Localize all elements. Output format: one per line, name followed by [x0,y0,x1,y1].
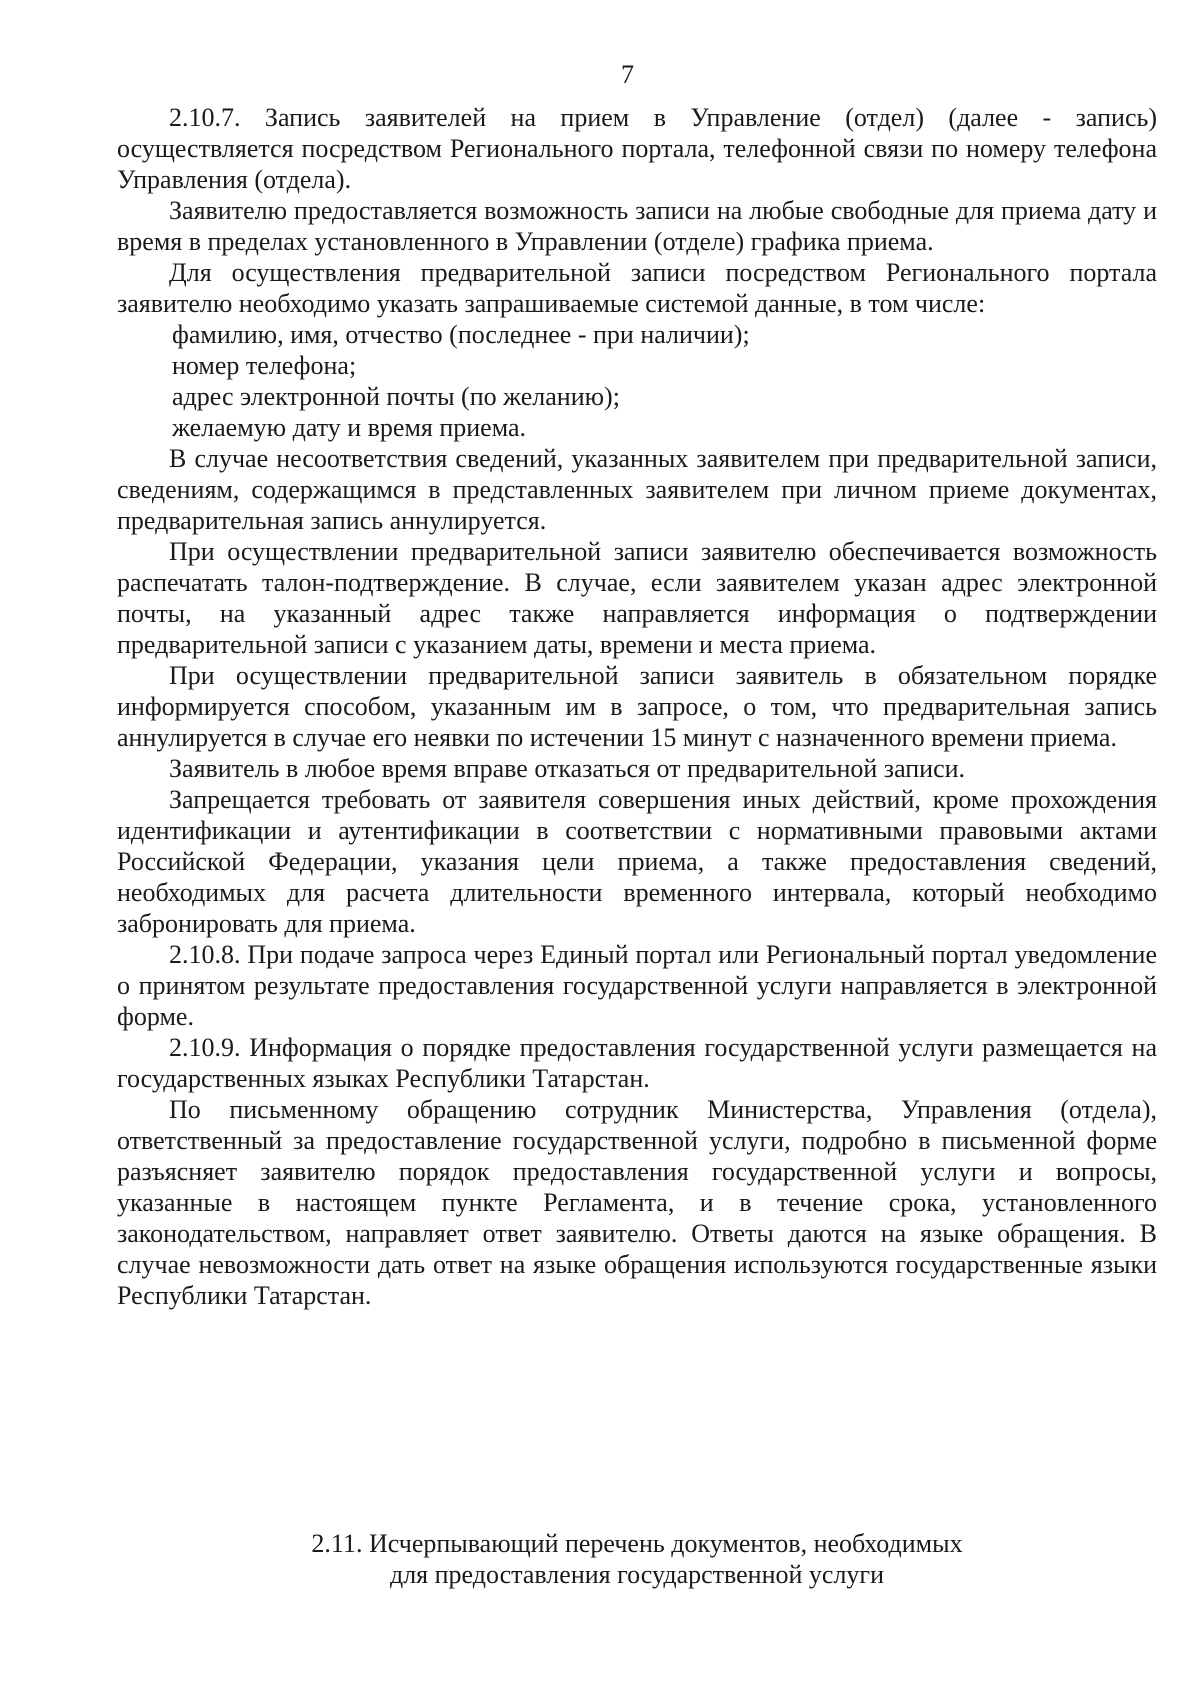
paragraph-2-10-7: 2.10.7. Запись заявителей на прием в Управление (отдел) (далее - запись) осуществляется посредством Регионального портала, телефонной связи по номеру телефона Управления (отдела). [117,103,1157,194]
paragraph-refusal-right: Заявитель в любое время вправе отказаться от предварительной записи. [169,754,966,783]
document-body [117,102,1157,1311]
list-item: фамилию, имя, отчество (последнее - при наличии); [172,320,750,349]
list-item: номер телефона; [172,351,357,380]
section-heading-line: для предоставления государственной услуги [389,1560,885,1589]
list-item: желаемую дату и время приема. [172,413,527,442]
paragraph-mismatch: В случае несоответствия сведений, указанных заявителем при предварительной записи, сведениям, содержащимся в представленных заявителем при личном приеме документах, предварительная запись аннулируется. [117,444,1157,535]
paragraph-appointment-options: Заявителю предоставляется возможность записи на любые свободные для приема дату и время в пределах установленного в Управлении (отделе) графика приема. [117,196,1157,256]
paragraph-prohibition: Запрещается требовать от заявителя совершения иных действий, кроме прохождения идентификации и аутентификации в соответствии с нормативными правовыми актами Российской Федерации, указания цели приема, а также предоставления сведений, необходимых для расчета длительности временного интервала, который необходимо забронировать для приема. [117,785,1157,938]
list-item: адрес электронной почты (по желанию); [172,382,620,411]
section-heading-2-11 [117,1528,1157,1590]
paragraph-print-ticket: При осуществлении предварительной записи заявителю обеспечивается возможность распечатать талон-подтверждение. В случае, если заявителем указан адрес электронной почты, на указанный адрес также направляется информация о подтверждении предварительной записи с указанием даты, времени и места приема. [117,537,1157,659]
paragraph-2-10-8: 2.10.8. При подаче запроса через Единый портал или Региональный портал уведомление о принятом результате предоставления государственной услуги направляется в электронной форме. [117,940,1157,1031]
section-heading-line: 2.11. Исчерпывающий перечень документов, необходимых [311,1529,963,1558]
paragraph-required-data: Для осуществления предварительной записи посредством Регионального портала заявителю необходимо указать запрашиваемые системой данные, в том числе: [117,258,1157,318]
paragraph-cancellation-notice: При осуществлении предварительной записи заявитель в обязательном порядке информируется способом, указанным им в запросе, о том, что предварительная запись аннулируется в случае его неявки по истечении 15 минут с назначенного времени приема. [117,661,1157,752]
paragraph-written-request: По письменному обращению сотрудник Министерства, Управления (отдела), ответственный за предоставление государственной услуги, подробно в письменной форме разъясняет заявителю порядок предоставления государственной услуги и вопросы, указанные в настоящем пункте Регламента, и в течение срока, установленного законодательством, направляет ответ заявителю. Ответы даются на языке обращения. В случае невозможности дать ответ на языке обращения используются государственные языки Республики Татарстан. [117,1095,1157,1310]
page-number: 7 [621,60,634,89]
paragraph-2-10-9: 2.10.9. Информация о порядке предоставления государственной услуги размещается на государственных языках Республики Татарстан. [117,1033,1157,1093]
